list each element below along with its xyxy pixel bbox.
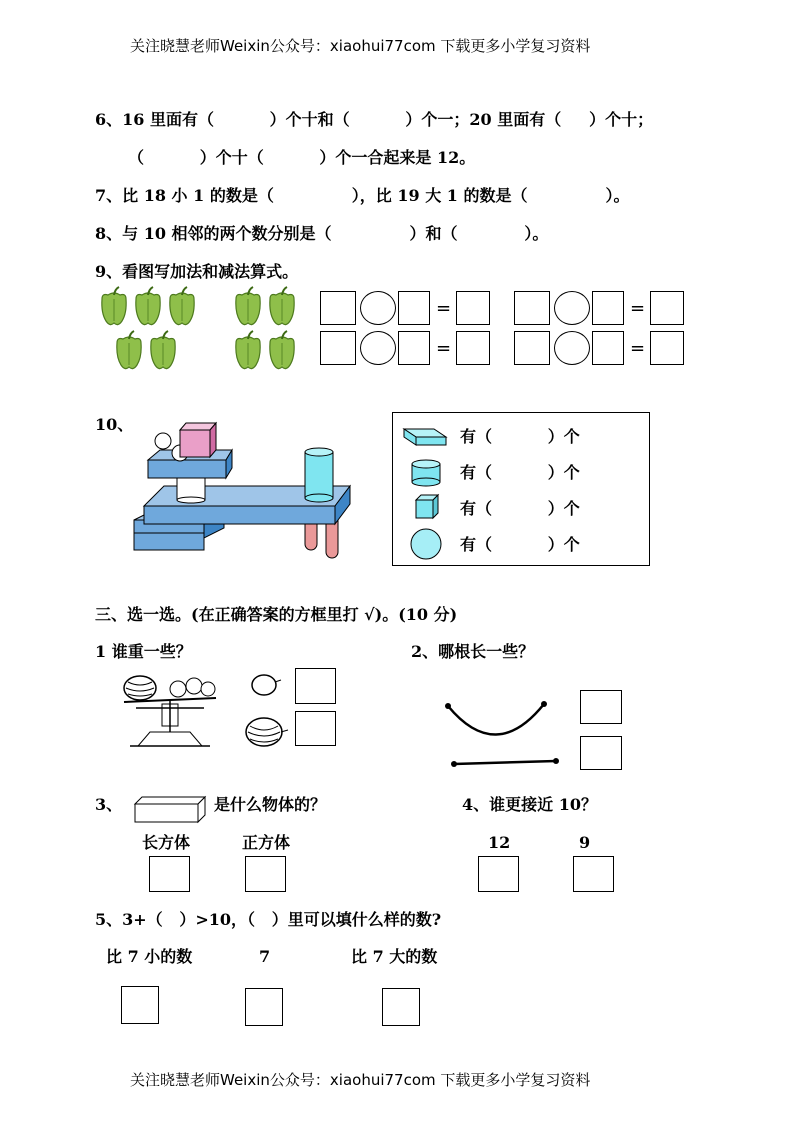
q4-answer-box-9[interactable] — [573, 856, 614, 892]
s3-q1-text: 1 谁重一些？ — [95, 642, 192, 661]
balance-scale-picture — [120, 672, 220, 752]
q3-option-cube: 正方体 — [242, 833, 291, 852]
q10-row-cuboid: 有（ ）个 — [460, 427, 580, 446]
pepper-icon — [236, 287, 260, 325]
pepper-icon — [236, 331, 260, 369]
operator-circle[interactable] — [554, 291, 590, 325]
answer-box[interactable] — [514, 291, 550, 325]
q2-answer-box-curved[interactable] — [580, 690, 622, 724]
pepper-icon — [151, 331, 175, 369]
pepper-group-left — [100, 285, 200, 375]
q10-row-cube: 有（ ）个 — [460, 499, 580, 518]
watermelon-icon — [244, 714, 288, 750]
pepper-icon — [270, 331, 294, 369]
q2-answer-box-straight[interactable] — [580, 736, 622, 770]
cube-icon — [415, 494, 441, 522]
page-header: 关注晓慧老师Weixin公众号：xiaohui77com 下载更多小学复习资料 — [130, 37, 591, 55]
q3-option-cuboid: 长方体 — [142, 833, 191, 852]
answer-box[interactable] — [456, 331, 490, 365]
answer-box[interactable] — [456, 291, 490, 325]
equals-sign: = — [436, 338, 452, 359]
q7-text: 7、比 18 小 1 的数是（ ），比 19 大 1 的数是（ ）。 — [95, 186, 630, 205]
s3-q4-text: 4、谁更接近 10？ — [462, 795, 597, 814]
answer-box[interactable] — [650, 291, 684, 325]
curved-line — [444, 700, 554, 740]
small-fruit-icon — [248, 672, 282, 698]
operator-circle[interactable] — [360, 291, 396, 325]
answer-box[interactable] — [398, 291, 430, 325]
q3-answer-box-cuboid[interactable] — [149, 856, 190, 892]
cuboid-outline-icon — [134, 796, 206, 824]
answer-box[interactable] — [398, 331, 430, 365]
q6-line2: （ ）个十（ ）个一合起来是 12。 — [128, 148, 476, 167]
q6-line1: 6、16 里面有（ ）个十和（ ）个一；20 里面有（ ）个十； — [95, 110, 654, 129]
equals-sign: = — [630, 338, 646, 359]
q1-answer-box-small[interactable] — [295, 668, 336, 704]
pepper-icon — [117, 331, 141, 369]
s3-q3-text: 是什么物体的？ — [214, 795, 327, 814]
s3-q2-text: 2、哪根长一些？ — [411, 642, 535, 661]
q5-answer-box-7[interactable] — [245, 988, 283, 1026]
q10-row-sphere: 有（ ）个 — [460, 535, 580, 554]
s3-q5-text: 5、3+（ ）>10，（ ）里可以填什么样的数? — [95, 910, 442, 929]
answer-box[interactable] — [650, 331, 684, 365]
q9-title: 9、看图写加法和减法算式。 — [95, 262, 299, 281]
s3-q3-number: 3、 — [95, 795, 123, 814]
answer-box[interactable] — [592, 291, 624, 325]
pepper-icon — [136, 287, 160, 325]
answer-box[interactable] — [592, 331, 624, 365]
pepper-group-right — [234, 285, 304, 375]
q3-answer-box-cube[interactable] — [245, 856, 286, 892]
q10-row-cylinder: 有（ ）个 — [460, 463, 580, 482]
answer-box[interactable] — [320, 291, 356, 325]
operator-circle[interactable] — [554, 331, 590, 365]
answer-box[interactable] — [320, 331, 356, 365]
pepper-icon — [270, 287, 294, 325]
operator-circle[interactable] — [360, 331, 396, 365]
cuboid-icon — [404, 423, 450, 449]
q5-option-greater-than-7: 比 7 大的数 — [351, 947, 438, 966]
q5-answer-box-greater[interactable] — [382, 988, 420, 1026]
pepper-icon — [102, 287, 126, 325]
q4-option-9: 9 — [579, 833, 591, 852]
q5-answer-box-less[interactable] — [121, 986, 159, 1024]
answer-box[interactable] — [514, 331, 550, 365]
q5-option-7: 7 — [259, 947, 271, 966]
sphere-icon — [410, 528, 444, 562]
equals-sign: = — [436, 298, 452, 319]
pepper-icon — [170, 287, 194, 325]
q10-label: 10、 — [95, 415, 134, 434]
q8-text: 8、与 10 相邻的两个数分别是（ ）和（ ）。 — [95, 224, 549, 243]
page-footer: 关注晓慧老师Weixin公众号：xiaohui77com 下载更多小学复习资料 — [130, 1071, 591, 1089]
q5-option-less-than-7: 比 7 小的数 — [106, 947, 193, 966]
equals-sign: = — [630, 298, 646, 319]
straight-line — [450, 758, 562, 770]
q4-answer-box-12[interactable] — [478, 856, 519, 892]
cylinder-icon — [411, 458, 443, 488]
section3-title: 三、选一选。(在正确答案的方框里打 √)。(10 分) — [95, 605, 458, 624]
stacked-shapes-picture — [130, 420, 360, 560]
q4-option-12: 12 — [488, 833, 511, 852]
q1-answer-box-watermelon[interactable] — [295, 711, 336, 746]
